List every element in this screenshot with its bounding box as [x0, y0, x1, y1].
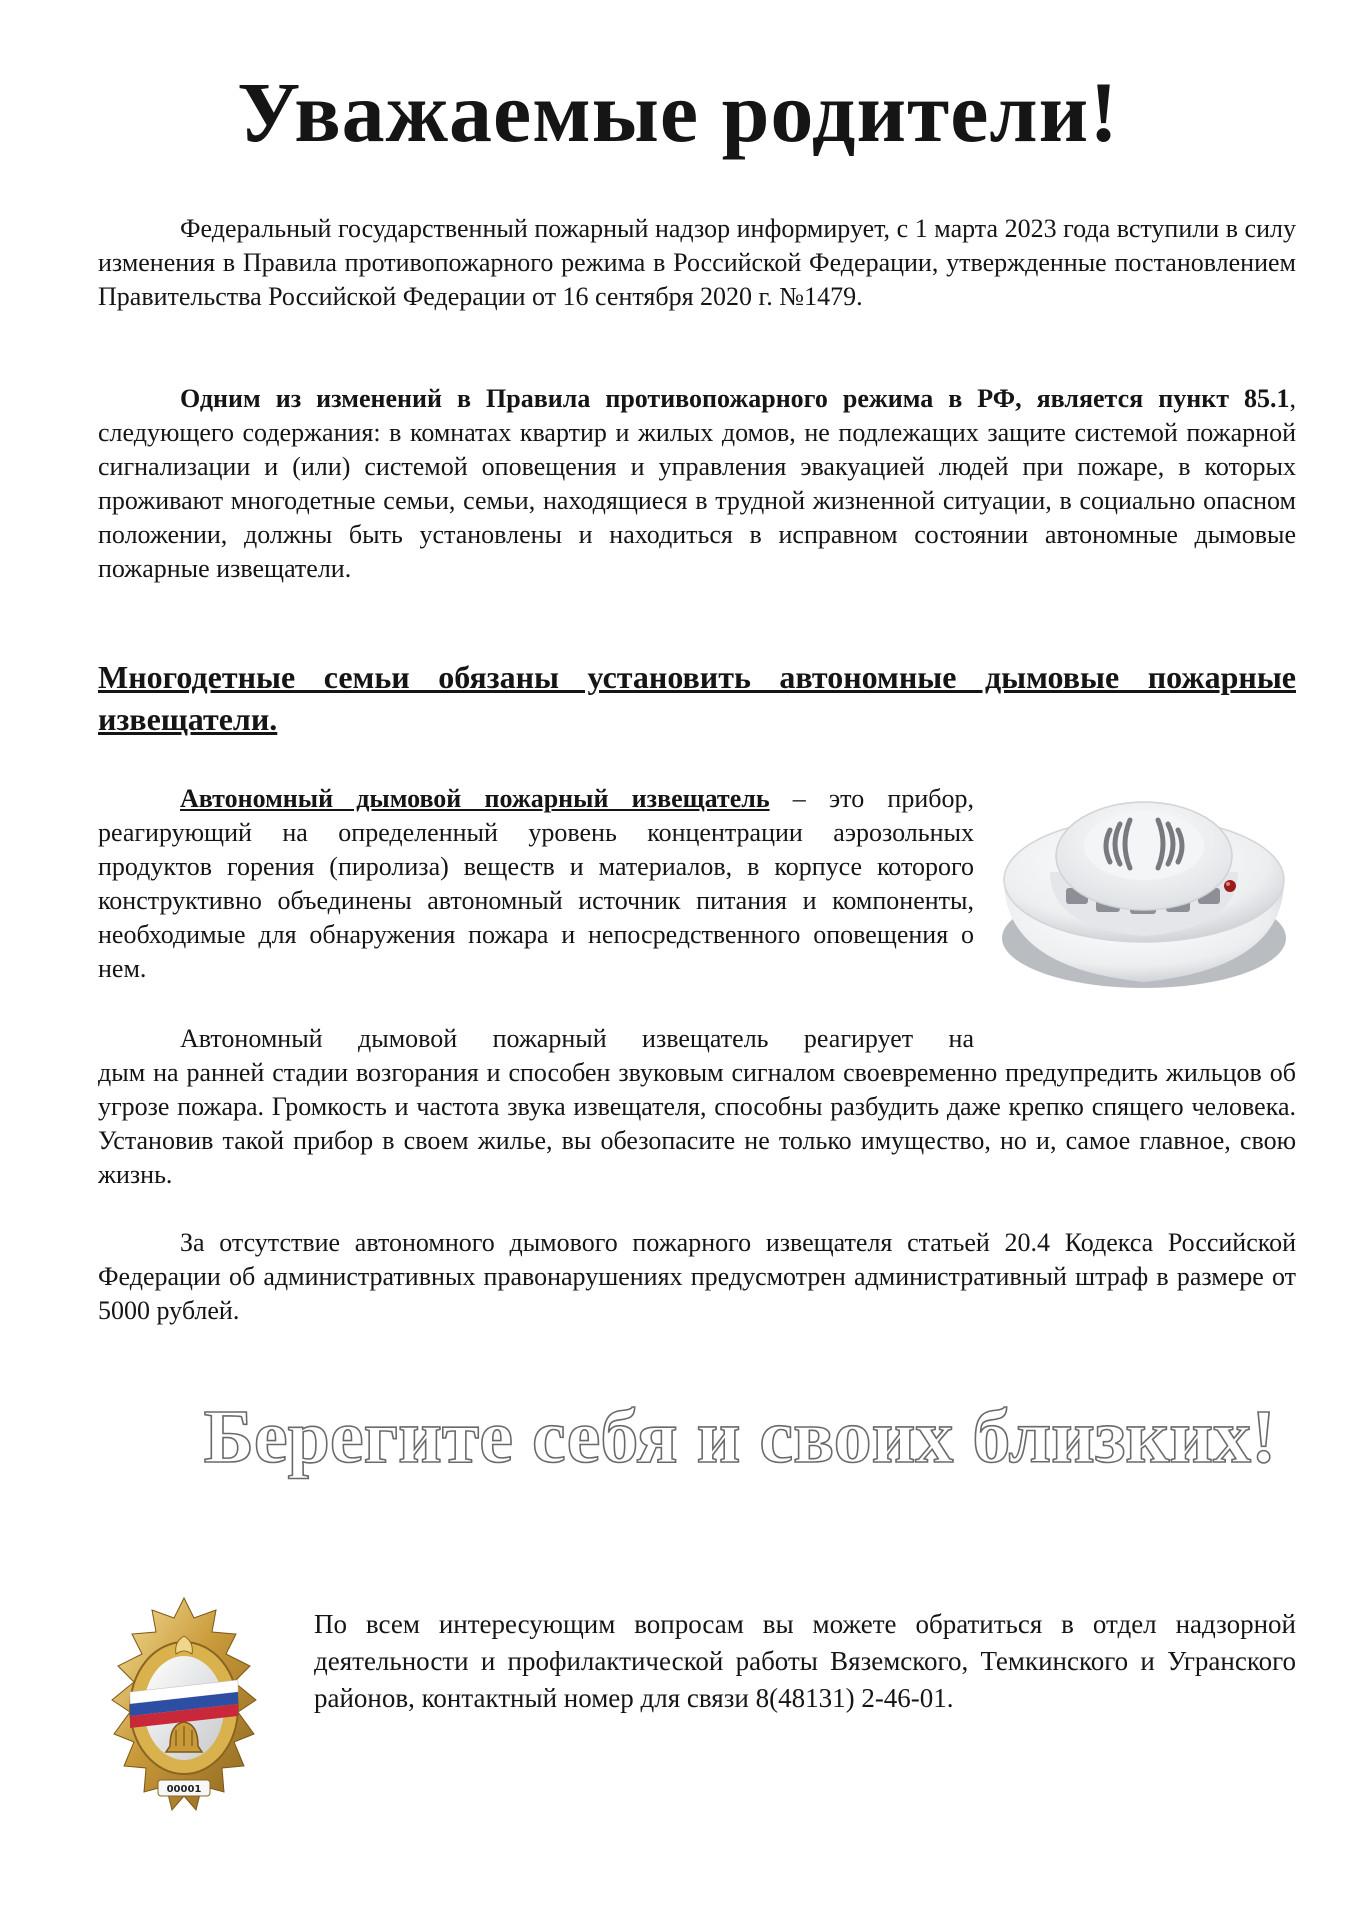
intro-paragraph [98, 212, 1296, 314]
fire-supervision-emblem-icon [104, 1596, 264, 1822]
slogan: Берегите себя и своих близких! [203, 1395, 1277, 1479]
rule-bold-text: Одним из изменений в Правила противопожарного режима в РФ, является пункт 85.1 [180, 384, 1290, 413]
reaction-first-line: Автономный дымовой пожарный извещатель реагирует на [180, 1024, 974, 1053]
rule-paragraph [98, 382, 1296, 586]
page-title: Уважаемые родители! [237, 64, 1119, 160]
fine-paragraph [98, 1226, 1296, 1328]
definition-term: Автономный дымовой пожарный извещатель [180, 784, 770, 813]
definition-paragraph [98, 782, 974, 986]
contact-paragraph: По всем интересующим вопросам вы можете обратиться в отдел надзорной деятельности и профилактической работы Вяземского, Темкинского и Угранского районов, контактный номер для связи 8(48131) 2-46-01. [314, 1609, 1296, 1713]
definition-text: – это прибор, реагирующий на определенный уровень концентрации аэрозольных продуктов горения (пиролиза) веществ и материалов, в корпусе которого конструктивно объединены автономный источник питания и компоненты, необходимые для обнаружения пожара и непосредственного оповещения о нем. [98, 784, 974, 983]
reaction-text: дым на ранней стадии возгорания и способен звуковым сигналом своевременно предупредить жильцов об угрозе пожара. Громкость и частота звука извещателя, способны разбудить даже крепко спящего человека. Установив такой прибор в своем жилье, вы обезопасите не только имущество, но и, самое главное, свою жизнь. [98, 1058, 1296, 1189]
obligation-heading: Многодетные семьи обязаны установить автономные дымовые пожарные извещатели. [98, 659, 1296, 737]
emblem-number: 00001 [166, 1784, 202, 1795]
smoke-detector-icon [998, 760, 1290, 1000]
reaction-paragraph [98, 1022, 1296, 1192]
intro-text: Федеральный государственный пожарный надзор информирует, с 1 марта 2023 года вступили в силу изменения в Правила противопожарного режима в Российской Федерации, утвержденные постановлением Правительства Российской Федерации от 16 сентября 2020 г. №1479. [98, 214, 1296, 311]
rule-text: , следующего содержания: в комнатах квартир и жилых домов, не подлежащих защите системой пожарной сигнализации и (или) системой оповещения и управления эвакуацией людей при пожаре, в которых проживают многодетные семьи, семьи, находящиеся в трудной жизненной ситуации, в социально опасном положении, должны быть установлены и находиться в исправном состоянии автономные дымовые пожарные извещатели. [98, 384, 1296, 583]
fine-text: За отсутствие автономного дымового пожарного извещателя статьей 20.4 Кодекса Российской Федерации об административных правонарушениях предусмотрен административный штраф в размере от 5000 рублей. [98, 1228, 1296, 1325]
